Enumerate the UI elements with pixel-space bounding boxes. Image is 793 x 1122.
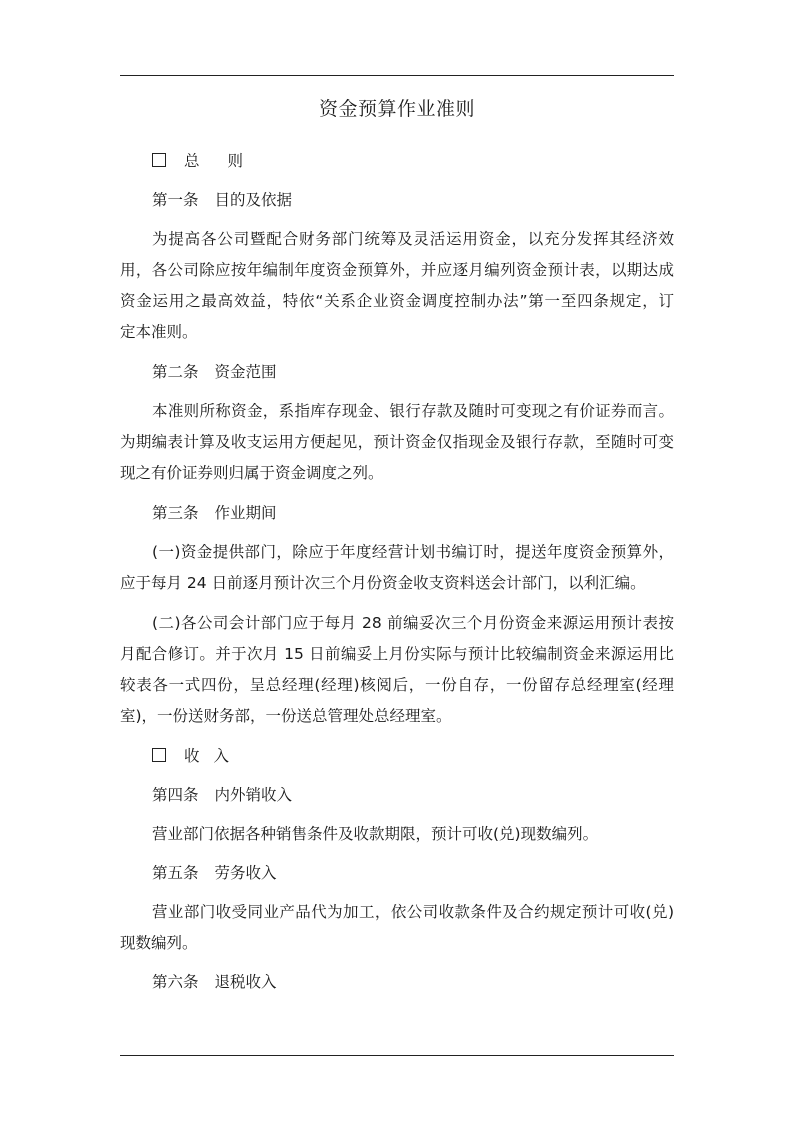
article-name: 劳务收入 (214, 864, 277, 882)
article-name: 作业期间 (214, 504, 277, 522)
paragraph-line: 资金运用之最高效益，特依“关系企业资金调度控制办法”第一至四条规定，订 (120, 292, 674, 310)
section-heading-income (152, 745, 229, 767)
section-heading-char: 收 (184, 747, 200, 765)
paragraph-line: 本准则所称资金，系指库存现金、银行存款及随时可变现之有价证券而言。 (152, 402, 674, 420)
article-heading (152, 502, 277, 524)
article-name: 内外销收入 (214, 786, 293, 804)
section-heading-char: 则 (227, 152, 244, 170)
checkbox-square-icon (152, 153, 166, 167)
paragraph-line: 月配合修订。并于次月 15 日前编妥上月份实际与预计比较编制资金来源运用比 (120, 645, 674, 663)
article-heading (152, 361, 277, 383)
paragraph-line: 室)，一份送财务部，一份送总管理处总经理室。 (120, 707, 452, 725)
section-heading-general (152, 150, 243, 172)
paragraph-line: 较表各一式四份，呈总经理(经理)核阅后，一份自存，一份留存总经理室(经理 (120, 676, 674, 694)
article-number: 第四条 (152, 786, 199, 804)
article-name: 目的及依据 (214, 191, 293, 209)
top-rule (120, 75, 674, 76)
paragraph-line: 营业部门收受同业产品代为加工，依公司收款条件及合约规定预计可收(兑) (152, 903, 674, 921)
paragraph-line: 营业部门依据各种销售条件及收款期限，预计可收(兑)现数编列。 (152, 825, 599, 843)
article-number: 第三条 (152, 504, 199, 522)
section-heading-char: 总 (184, 152, 200, 170)
article-heading (152, 971, 277, 993)
document-title: 资金预算作业准则 (318, 98, 475, 120)
article-heading (152, 784, 292, 806)
article-number: 第五条 (152, 864, 199, 882)
paragraph-line: 为提高各公司暨配合财务部门统筹及灵活运用资金，以充分发挥其经济效 (152, 230, 674, 248)
article-name: 退税收入 (214, 973, 277, 991)
paragraph-line: (二)各公司会计部门应于每月 28 前编妥次三个月份资金来源运用预计表按 (152, 614, 674, 632)
paragraph-line: 现数编列。 (120, 934, 198, 952)
article-number: 第一条 (152, 191, 199, 209)
paragraph-line: (一)资金提供部门，除应于年度经营计划书编订时，提送年度资金预算外， (152, 543, 674, 561)
checkbox-square-icon (152, 748, 166, 762)
paragraph-line: 定本准则。 (120, 323, 198, 341)
article-number: 第二条 (152, 363, 199, 381)
paragraph-line: 用，各公司除应按年编制年度资金预算外，并应逐月编列资金预计表，以期达成 (120, 261, 674, 279)
article-number: 第六条 (152, 973, 199, 991)
paragraph-line: 为期编表计算及收支运用方便起见，预计资金仅指现金及银行存款，至随时可变 (120, 433, 674, 451)
paragraph-line: 现之有价证券则归属于资金调度之列。 (120, 464, 384, 482)
article-name: 资金范围 (214, 363, 277, 381)
article-heading (152, 862, 277, 884)
paragraph-line: 应于每月 24 日前逐月预计次三个月份资金收支资料送会计部门，以利汇编。 (120, 574, 646, 592)
article-heading (152, 189, 292, 211)
section-heading-char: 入 (213, 747, 230, 765)
bottom-rule (120, 1055, 674, 1056)
